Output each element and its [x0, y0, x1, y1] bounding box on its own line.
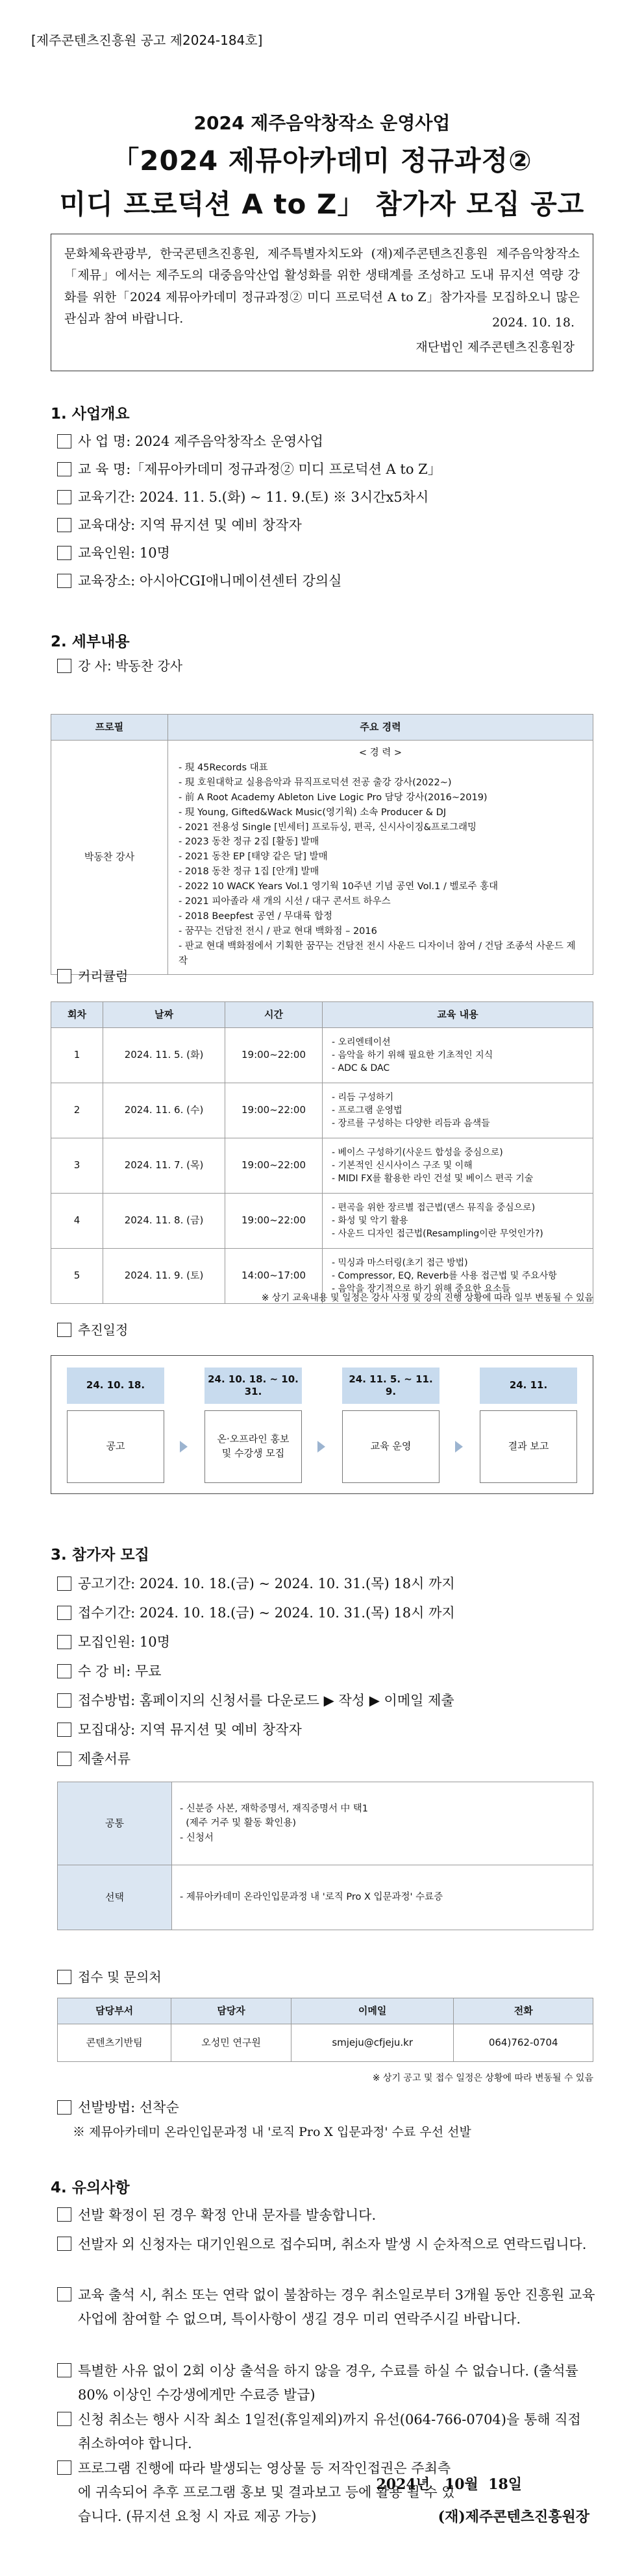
section3-title: 3. 참가자 모집	[51, 1547, 149, 1564]
table-row	[51, 1194, 593, 1249]
checkbox-icon	[57, 1576, 71, 1591]
step-label: 공고	[67, 1410, 164, 1483]
recruit-item: 접수기간: 2024. 10. 18.(금) ~ 2024. 10. 31.(목) 18시 까지	[57, 1603, 455, 1623]
contact-heading: 접수 및 문의처	[57, 1968, 162, 1987]
checkbox-icon	[57, 1606, 71, 1620]
checkbox-icon	[57, 546, 71, 560]
checkbox-icon	[57, 1664, 71, 1678]
checkbox-icon	[57, 2287, 71, 2301]
header-title-line2: 미디 프로덕션 A to Z」 참가자 모집 공고	[59, 188, 585, 220]
content-line: - Compressor, EQ, Reverb를 사용 접근법 및 주요사항	[332, 1270, 557, 1281]
career-item: - 2021 전용성 Single [빈세터] 프로듀싱, 편곡, 신시사이징&프로그래밍	[179, 822, 477, 833]
recruit-item: 수 강 비: 무료	[57, 1662, 162, 1681]
step-date: 24. 10. 18.	[67, 1368, 164, 1404]
session-no: 3	[51, 1138, 103, 1194]
checkbox-icon	[57, 1635, 71, 1649]
session-date: 2024. 11. 5. (화)	[103, 1028, 225, 1083]
checkbox-icon	[57, 1752, 71, 1766]
caution-item: 교육 출석 시, 취소 또는 연락 없이 불참하는 경우 취소일로부터 3개월 동안 진흥원 교육 사업에 참여할 수 없으며, 특이사항이 생길 경우 미리 연락주시길 바랍니다.	[57, 2283, 596, 2331]
content-line: - 오리엔테이션	[332, 1037, 391, 1048]
section2-title: 2. 세부내용	[51, 633, 130, 650]
contact-note: ※ 상기 공고 및 접수 일정은 상황에 따라 변동될 수 있음	[372, 2073, 593, 2083]
contact-email[interactable]: smjeju@cfjeju.kr	[291, 2024, 453, 2062]
overview-item: 교육인원: 10명	[57, 543, 170, 563]
content-line: - 음악을 장기적으로 하기 위해 중요한 요소들	[332, 1284, 511, 1295]
step-date: 24. 10. 18. ~ 10. 31.	[204, 1368, 302, 1404]
table-header: 담당부서	[58, 1998, 171, 2024]
selection-note: ※ 제뮤아카데미 온라인입문과정 내 '로직 Pro X 입문과정' 수료 우선 선발	[73, 2125, 471, 2139]
caution-item: 특별한 사유 없이 2회 이상 출석을 하지 않을 경우, 수료를 하실 수 없습니다. (출석률 80% 이상인 수강생에게만 수료증 발급)	[57, 2359, 596, 2407]
documents-table	[57, 1782, 593, 1930]
session-date: 2024. 11. 8. (금)	[103, 1194, 225, 1249]
step-label: 결과 보고	[480, 1410, 577, 1483]
recruit-item: 모집대상: 지역 뮤지션 및 예비 창작자	[57, 1720, 302, 1739]
step-label: 온·오프라인 홍보 및 수강생 모집	[204, 1410, 302, 1483]
contact-dept: 콘텐츠기반팀	[58, 2024, 171, 2062]
notice-number: [제주콘텐츠진흥원 공고 제2024-184호]	[31, 32, 263, 48]
instructor-table	[51, 714, 593, 975]
career-item: - 2018 Beepfest 공연 / 무대륙 합정	[179, 911, 332, 922]
content-line: - ADC & DAC	[332, 1063, 390, 1074]
career-item: - 꿈꾸는 건담전 전시 / 판교 현대 백화점 – 2016	[179, 926, 377, 937]
doc-line: - 신분증 사본, 재학증명서, 재직증명서 中 택1	[180, 1803, 368, 1814]
session-time: 19:00~22:00	[225, 1083, 323, 1138]
curriculum-heading: 커리큘럼	[57, 967, 128, 986]
step-label: 교육 운영	[342, 1410, 440, 1483]
career-item: - 現 Young, Gifted&Wack Music(영기웍) 소속 Producer & DJ	[179, 807, 447, 818]
recruit-item: 제출서류	[57, 1749, 130, 1769]
footer-date: 2024년 10월 18일	[376, 2476, 522, 2493]
session-time: 19:00~22:00	[225, 1138, 323, 1194]
session-date: 2024. 11. 6. (수)	[103, 1083, 225, 1138]
checkbox-icon	[57, 462, 71, 476]
content-line: - 리듬 구성하기	[332, 1092, 394, 1103]
curriculum-table	[51, 1001, 593, 1304]
session-content	[323, 1083, 593, 1138]
contact-table	[57, 1998, 593, 2062]
table-row	[51, 1138, 593, 1194]
session-content	[323, 1028, 593, 1083]
schedule-flow	[51, 1355, 593, 1494]
checkbox-icon	[57, 2412, 71, 2426]
career-heading: < 경 력 >	[358, 748, 402, 758]
header-project: 2024 제주음악창작소 운영사업	[193, 112, 451, 134]
arrow-right-icon	[180, 1441, 188, 1453]
content-line: - 사운드 디자인 접근법(Resampling이란 무엇인가?)	[332, 1229, 543, 1240]
doc-key: 공통	[58, 1782, 172, 1865]
checkbox-icon	[57, 2460, 71, 2475]
overview-item: 교육대상: 지역 뮤지션 및 예비 창작자	[57, 515, 302, 535]
checkbox-icon	[57, 2100, 71, 2115]
table-header: 이메일	[291, 1998, 453, 2024]
career-item: - 2022 10 WACK Years Vol.1 영기웍 10주년 기념 공연 Vol.1 / 벨로주 홍대	[179, 881, 499, 892]
intro-box	[51, 234, 593, 371]
overview-item: 교 육 명:「제뮤아카데미 정규과정② 미디 프로덕션 A to Z」	[57, 460, 441, 479]
table-header: 교육 내용	[323, 1002, 593, 1028]
doc-value	[172, 1782, 593, 1865]
session-no: 5	[51, 1249, 103, 1304]
table-row	[58, 2024, 593, 2062]
step-date: 24. 11.	[480, 1368, 577, 1404]
session-date: 2024. 11. 7. (목)	[103, 1138, 225, 1194]
overview-item: 교육기간: 2024. 11. 5.(화) ~ 11. 9.(토) ※ 3시간x5차시	[57, 487, 428, 507]
checkbox-icon	[57, 2237, 71, 2251]
career-cell	[168, 741, 593, 975]
table-header: 주요 경력	[168, 715, 593, 741]
checkbox-icon	[57, 574, 71, 588]
table-header: 프로필	[51, 715, 168, 741]
session-no: 4	[51, 1194, 103, 1249]
table-row	[58, 1865, 593, 1930]
session-time: 19:00~22:00	[225, 1194, 323, 1249]
career-item: - 現 45Records 대표	[179, 762, 268, 773]
checkbox-icon	[57, 2207, 71, 2222]
career-item: - 2021 동찬 EP [태양 같은 달] 발매	[179, 852, 328, 863]
session-date: 2024. 11. 9. (토)	[103, 1249, 225, 1304]
checkbox-icon	[57, 518, 71, 532]
checkbox-icon	[57, 1323, 71, 1337]
table-header: 전화	[454, 1998, 593, 2024]
doc-line: (제주 거주 및 활동 확인용)	[180, 1818, 297, 1829]
caution-item: 프로그램 진행에 따라 발생되는 영상물 등 저작인접권은 주최측에 귀속되어 추후 프로그램 홍보 및 결과보고 등에 활용 될 수 있습니다. (뮤지션 요청 시 자료 제공 가능)	[57, 2457, 460, 2528]
caution-item: 선발 확정이 된 경우 확정 안내 문자를 발송합니다.	[57, 2203, 596, 2227]
step-date: 24. 11. 5. ~ 11. 9.	[342, 1368, 440, 1404]
schedule-heading: 추진일정	[57, 1321, 128, 1340]
session-content	[323, 1138, 593, 1194]
content-line: - 믹싱과 마스터링(초기 접근 방법)	[332, 1257, 468, 1268]
content-line: - 장르를 구성하는 다양한 리듬과 음색들	[332, 1118, 490, 1129]
content-line: - 기본적인 신시사이스 구조 및 이해	[332, 1160, 473, 1171]
caution-item: 선발자 외 신청자는 대기인원으로 접수되며, 취소자 발생 시 순차적으로 연락드립니다.	[57, 2233, 596, 2257]
curriculum-note: ※ 상기 교육내용 및 일정은 강사 사정 및 강의 진행 상황에 따라 일부 변동될 수 있음	[261, 1293, 593, 1303]
doc-line: - 신청서	[180, 1832, 214, 1843]
doc-line: - 제뮤아카데미 온라인입문과정 내 '로직 Pro X 입문과정' 수료증	[180, 1892, 443, 1903]
career-item: - 前 A Root Academy Ableton Live Logic Pro 담당 강사(2016~2019)	[179, 792, 488, 803]
content-line: - 음악을 하기 위해 필요한 기초적인 지식	[332, 1049, 493, 1061]
checkbox-icon	[57, 969, 71, 983]
career-item: - 現 호원대학교 실용음악과 뮤직프로덕션 전공 출강 강사(2022~)	[179, 777, 452, 788]
session-content	[323, 1194, 593, 1249]
recruit-item: 공고기간: 2024. 10. 18.(금) ~ 2024. 10. 31.(목) 18시 까지	[57, 1574, 455, 1593]
intro-org: 재단법인 제주콘텐츠진흥원장	[415, 340, 575, 354]
table-row	[51, 1083, 593, 1138]
overview-item: 사 업 명: 2024 제주음악창작소 운영사업	[57, 432, 323, 451]
checkbox-icon	[57, 434, 71, 448]
table-row	[51, 1028, 593, 1083]
checkbox-icon	[57, 1970, 71, 1984]
intro-text: 문화체육관광부, 한국콘텐츠진흥원, 제주특별자치도와 (재)제주콘텐츠진흥원 제주음악창작소「제뮤」에서는 제주도의 대중음악산업 활성화를 위한 생태계를 조성하고 도내 뮤지션 역량 강화를 위한「2024 제뮤아카데미 정규과정② 미디 프로덕션 A to Z」참가자를 모집하오니 많은 관심과 참여 바랍니다.	[64, 247, 580, 326]
intro-date: 2024. 10. 18.	[492, 315, 575, 330]
table-header: 회차	[51, 1002, 103, 1028]
checkbox-icon	[57, 1693, 71, 1708]
header-title-line1: 「2024 제뮤아카데미 정규과정②	[112, 145, 532, 177]
session-time: 14:00~17:00	[225, 1249, 323, 1304]
content-line: - 프로그램 운영법	[332, 1105, 402, 1116]
checkbox-icon	[57, 659, 71, 673]
instructor-heading: 강 사: 박동찬 강사	[57, 657, 182, 676]
table-row	[58, 1782, 593, 1865]
session-no: 1	[51, 1028, 103, 1083]
checkbox-icon	[57, 490, 71, 504]
content-line: - MIDI FX를 활용한 라인 건설 및 베이스 편곡 기술	[332, 1173, 534, 1184]
content-line: - 베이스 구성하기(사운드 합성을 중심으로)	[332, 1147, 503, 1158]
selection-method: 선발방법: 선착순	[57, 2098, 179, 2117]
overview-item: 교육장소: 아시아CGI애니메이션센터 강의실	[57, 571, 341, 591]
career-item: - 2021 피아졸라 새 개의 시선 / 대구 콘서트 하우스	[179, 896, 391, 907]
caution-item: 신청 취소는 행사 시작 최소 1일전(휴일제외)까지 유선(064-766-0704)을 통해 직접 취소하여야 합니다.	[57, 2408, 596, 2456]
content-line: - 편곡을 위한 장르별 접근법(댄스 뮤직을 중심으로)	[332, 1202, 536, 1213]
checkbox-icon	[57, 2363, 71, 2377]
contact-phone: 064)762-0704	[454, 2024, 593, 2062]
arrow-right-icon	[455, 1441, 463, 1453]
table-header: 담당자	[171, 1998, 291, 2024]
arrow-right-icon	[317, 1441, 325, 1453]
career-item: - 2018 동찬 정규 1집 [안개] 발매	[179, 866, 319, 877]
table-header: 날짜	[103, 1002, 225, 1028]
section4-title: 4. 유의사항	[51, 2179, 130, 2196]
recruit-item: 접수방법: 홈페이지의 신청서를 다운로드 ▶ 작성 ▶ 이메일 제출	[57, 1691, 454, 1710]
section1-title: 1. 사업개요	[51, 406, 130, 423]
checkbox-icon	[57, 1723, 71, 1737]
footer-org: (재)제주콘텐츠진흥원장	[438, 2509, 589, 2525]
recruit-item: 모집인원: 10명	[57, 1632, 170, 1652]
doc-value	[172, 1865, 593, 1930]
instructor-name: 박동찬 강사	[51, 741, 168, 975]
session-time: 19:00~22:00	[225, 1028, 323, 1083]
career-item: - 판교 현대 백화점에서 기획한 꿈꾸는 건담전 전시 사운드 디자이너 참여 / 건담 조종석 사운드 제작	[179, 940, 576, 966]
career-item: - 2023 동찬 정규 2집 [활동] 발매	[179, 837, 319, 848]
session-no: 2	[51, 1083, 103, 1138]
table-header: 시간	[225, 1002, 323, 1028]
contact-person: 오성민 연구원	[171, 2024, 291, 2062]
doc-key: 선택	[58, 1865, 172, 1930]
content-line: - 화성 및 악기 활용	[332, 1215, 408, 1226]
